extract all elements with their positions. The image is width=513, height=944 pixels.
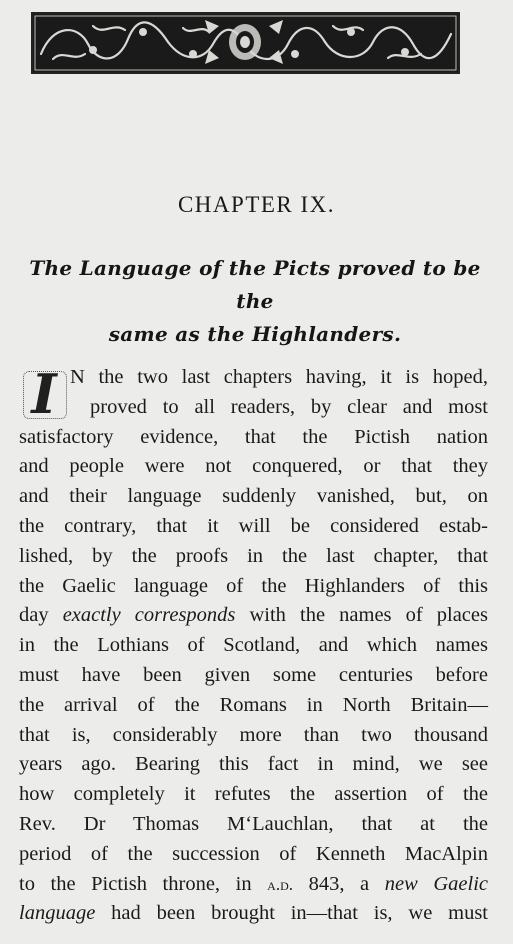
emphasis: language <box>19 902 96 925</box>
text-line: N the two last chapters having, it is hoped, <box>70 366 488 388</box>
text-run: had been brought in—that is, we must <box>95 902 488 925</box>
drop-cap-initial: I <box>19 365 69 423</box>
text-line: that is, considerably more than two thousand <box>19 723 488 746</box>
text-line: and people were not conquered, or that they <box>19 455 488 478</box>
body-text <box>19 363 488 929</box>
text-line <box>19 870 488 900</box>
text-run: 843, a <box>293 872 385 895</box>
text-line <box>19 601 488 631</box>
subtitle-line-1: The Language of the Picts proved to be the <box>29 256 481 313</box>
text-line: the arrival of the Romans in North Britain— <box>19 693 488 716</box>
text-line: in the Lothians of Scotland, and which names <box>19 634 488 657</box>
text-line: lished, by the proofs in the last chapter, that <box>19 544 488 567</box>
text-line: and their language suddenly vanished, but, on <box>19 485 488 508</box>
chapter-heading: CHAPTER IX. <box>177 192 336 217</box>
ornamental-header-band <box>31 12 460 74</box>
text-line: must have been given some centuries before <box>19 663 488 686</box>
text-line: period of the succession of Kenneth MacAlpin <box>19 842 488 865</box>
text-line: satisfactory evidence, that the Pictish nation <box>19 425 488 448</box>
text-run: to the Pictish throne, in <box>19 872 268 895</box>
text-line: the Gaelic language of the Highlanders of this <box>19 574 488 597</box>
floral-scroll-ornament <box>33 14 458 72</box>
text-line: years ago. Bearing this fact in mind, we see <box>19 753 488 776</box>
subtitle-line-2: same as the Highlanders. <box>108 322 402 346</box>
chapter-subtitle <box>20 252 490 351</box>
text-line: the contrary, that it will be considered estab- <box>19 514 488 537</box>
era-abbreviation: a.d. <box>267 874 294 894</box>
emphasis: new Gaelic <box>384 872 488 895</box>
text-line: Rev. Dr Thomas M‘Lauchlan, that at the <box>19 812 488 835</box>
text-line: proved to all readers, by clear and most <box>90 395 488 418</box>
text-run: day <box>19 604 63 627</box>
text-run: with the names of places <box>235 604 488 627</box>
text-line: how completely it refutes the assertion of the <box>19 783 488 806</box>
emphasis: exactly corresponds <box>62 604 236 627</box>
text-line <box>19 899 488 929</box>
